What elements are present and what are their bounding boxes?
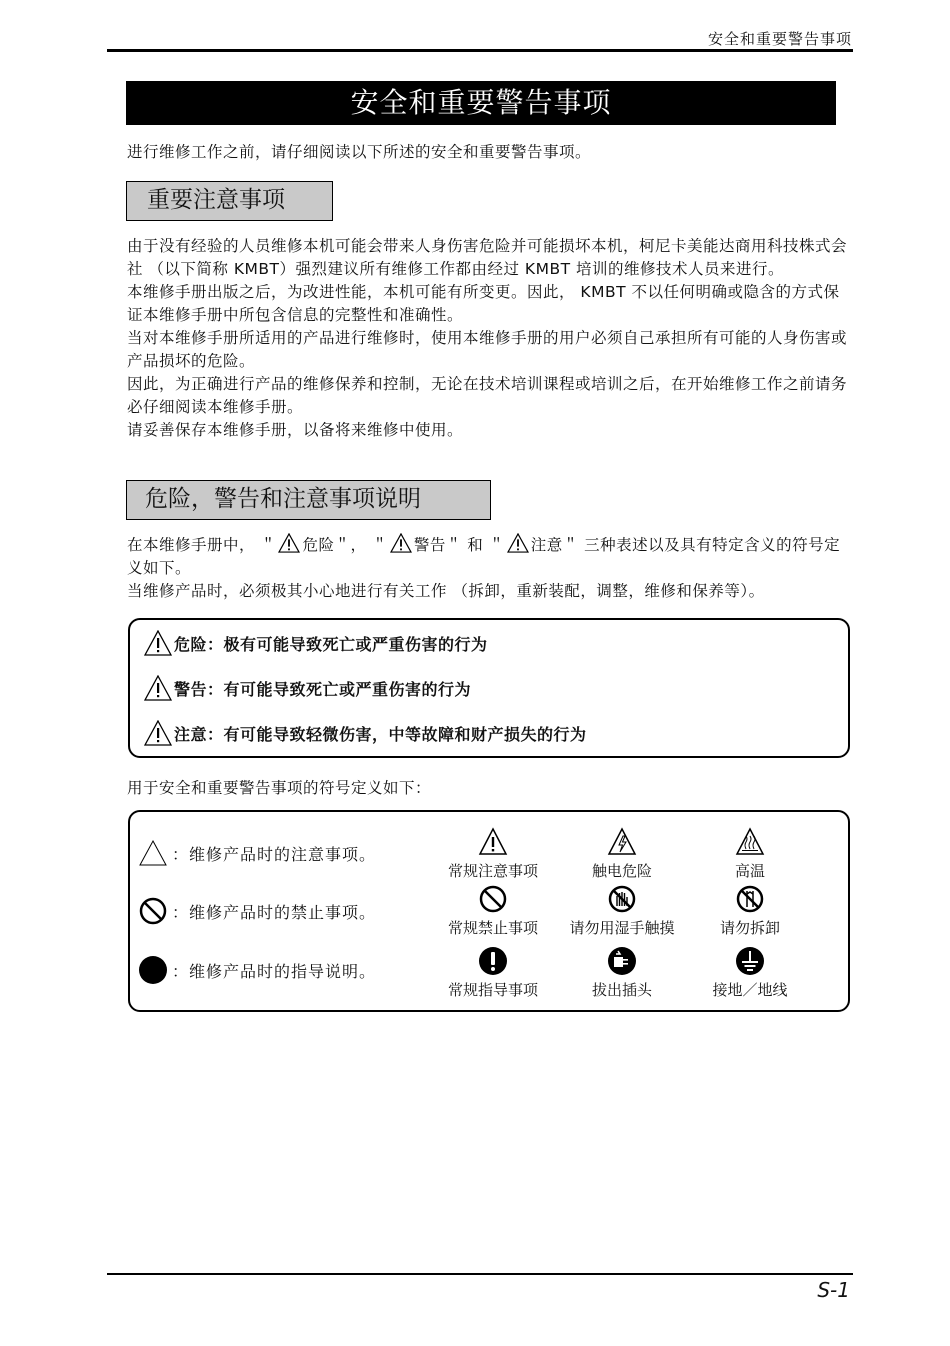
- symbol-def-instruction: [138, 955, 376, 985]
- warning-triangle-icon: [144, 675, 172, 701]
- general-caution-icon: [478, 827, 508, 857]
- warning-line: [144, 675, 471, 701]
- paragraph: 当对本维修手册所适用的产品进行维修时，使用本维修手册的用户必须自己承担所有可能的人身伤害或产品损坏的危险。: [127, 329, 848, 370]
- intro-text: 进行维修工作之前，请仔细阅读以下所述的安全和重要警告事项。: [127, 143, 592, 161]
- page-number: S-1: [817, 1278, 850, 1302]
- paragraph: 因此，为正确进行产品的维修保养和控制，无论在技术培训课程或培训之后，在开始维修工作之前请务必仔细阅读本维修手册。: [127, 375, 848, 416]
- no-disassembly-icon: [735, 884, 765, 914]
- unplug-icon: [607, 946, 637, 976]
- section-warnings-body: [127, 533, 853, 603]
- symbol-definitions-box: [128, 810, 850, 1012]
- filled-circle-icon: [138, 955, 168, 985]
- symbol-def-caution: [138, 838, 376, 868]
- icon-cell: [428, 946, 558, 1000]
- section-important-body: [127, 235, 853, 442]
- paragraph: 请妥善保存本维修手册，以备将来维修中使用。: [127, 421, 464, 439]
- text: 在本维修手册中， ＂: [127, 536, 277, 554]
- icon-cell: [685, 827, 815, 881]
- paragraph: 当维修产品时，必须极其小心地进行有关工作 （拆卸，重新装配，调整，维修和保养等）。: [127, 582, 765, 600]
- running-header: 安全和重要警告事项: [707, 30, 852, 48]
- caution-triangle-icon: [138, 838, 168, 868]
- paragraph: [127, 533, 853, 580]
- symbols-intro: 用于安全和重要警告事项的符号定义如下：: [127, 779, 432, 797]
- ground-icon: [735, 946, 765, 976]
- warning-triangle-icon: [390, 533, 412, 553]
- warning-text: 警告：有可能导致死亡或严重伤害的行为: [174, 679, 472, 699]
- icon-cell: [685, 884, 815, 938]
- high-temperature-icon: [735, 827, 765, 857]
- symbol-def-text: ：维修产品时的禁止事项。: [172, 902, 377, 922]
- paragraph: 本维修手册出版之后，为改进性能，本机可能有所变更。因此， KMBT 不以任何明确或隐含的方式保证本维修手册中所包含信息的完整性和准确性。: [127, 283, 840, 324]
- page-title: 安全和重要警告事项: [126, 81, 836, 125]
- symbol-def-text: ：维修产品时的注意事项。: [172, 844, 377, 864]
- icon-label: 接地／地线: [712, 981, 788, 999]
- caution-line: [144, 720, 587, 746]
- general-prohibition-icon: [478, 884, 508, 914]
- icon-cell: [557, 827, 687, 881]
- icon-label: 高温: [734, 862, 765, 880]
- danger-line: [144, 630, 488, 656]
- danger-text: 危险：极有可能导致死亡或严重伤害的行为: [174, 634, 488, 654]
- warning-triangle-icon: [507, 533, 529, 553]
- icon-cell: [557, 884, 687, 938]
- header-rule: [107, 49, 853, 52]
- section-heading-warnings: 危险，警告和注意事项说明: [126, 480, 491, 520]
- icon-cell: [428, 827, 558, 881]
- text: 注意＂ 三种表述以及具有特定含义的符号定义如下。: [127, 536, 841, 577]
- symbol-def-text: ：维修产品时的指导说明。: [172, 961, 377, 981]
- icon-label: 请勿拆卸: [719, 919, 780, 937]
- footer-rule: [107, 1273, 853, 1275]
- symbol-def-prohibition: [138, 896, 376, 926]
- warning-triangle-icon: [278, 533, 300, 553]
- prohibition-circle-icon: [138, 896, 168, 926]
- icon-label: 常规注意事项: [447, 862, 538, 880]
- icon-cell: [428, 884, 558, 938]
- icon-label: 请勿用湿手触摸: [569, 919, 675, 937]
- icon-label: 常规指导事项: [447, 981, 538, 999]
- text: 警告＂ 和 ＂: [413, 536, 505, 554]
- icon-label: 常规禁止事项: [447, 919, 538, 937]
- no-wet-hands-icon: [607, 884, 637, 914]
- warning-triangle-icon: [144, 630, 172, 656]
- paragraph: 由于没有经验的人员维修本机可能会带来人身伤害危险并可能损坏本机，柯尼卡美能达商用科技株式会社 （以下简称 KMBT）强烈建议所有维修工作都由经过 KMBT 培训的维修技术人员来进行。: [127, 237, 848, 278]
- icon-cell: [557, 946, 687, 1000]
- warning-levels-box: [128, 618, 850, 758]
- icon-cell: [685, 946, 815, 1000]
- electric-shock-icon: [607, 827, 637, 857]
- icon-label: 拔出插头: [591, 981, 652, 999]
- general-instruction-icon: [478, 946, 508, 976]
- section-heading-important: 重要注意事项: [126, 181, 333, 221]
- caution-text: 注意：有可能导致轻微伤害，中等故障和财产损失的行为: [174, 724, 587, 744]
- icon-label: 触电危险: [591, 862, 652, 880]
- text: 危险＂， ＂: [302, 536, 388, 554]
- warning-triangle-icon: [144, 720, 172, 746]
